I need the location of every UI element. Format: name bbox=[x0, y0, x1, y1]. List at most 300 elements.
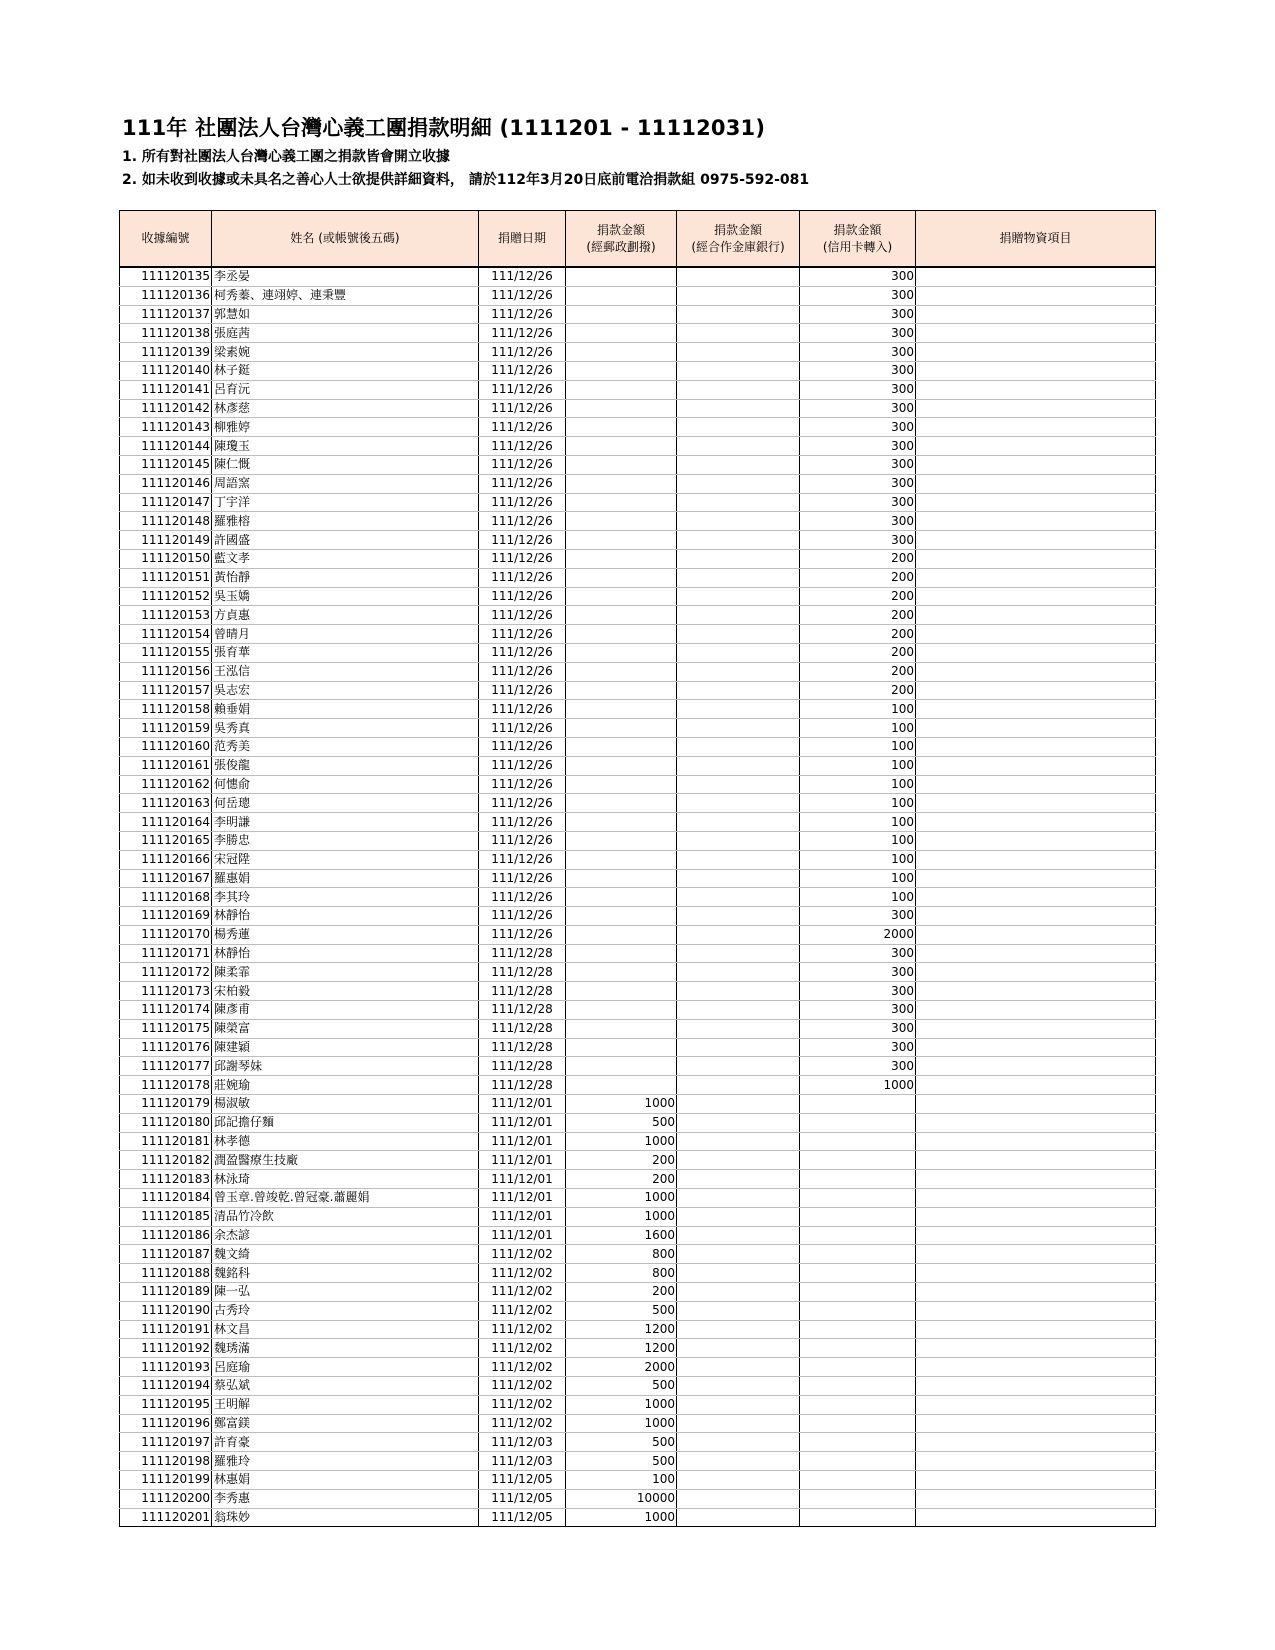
table-row bbox=[120, 907, 1156, 926]
receipt-no-cell: 111120195 bbox=[120, 1395, 212, 1414]
amount-bank-cell bbox=[677, 737, 800, 756]
donation-date-cell: 111/12/26 bbox=[479, 437, 566, 456]
amount-postal-cell: 200 bbox=[566, 1283, 677, 1302]
table-row bbox=[120, 531, 1156, 550]
amount-postal-cell bbox=[566, 549, 677, 568]
amount-bank-cell bbox=[677, 361, 800, 380]
donation-date-cell: 111/12/02 bbox=[479, 1414, 566, 1433]
donor-name-cell: 羅雅榕 bbox=[212, 512, 479, 531]
goods-cell bbox=[916, 1471, 1156, 1490]
amount-bank-cell bbox=[677, 1151, 800, 1170]
receipt-no-cell: 111120171 bbox=[120, 944, 212, 963]
amount-bank-cell bbox=[677, 888, 800, 907]
amount-bank-cell bbox=[677, 493, 800, 512]
amount-card-cell: 300 bbox=[800, 944, 916, 963]
table-row bbox=[120, 286, 1156, 305]
amount-postal-cell bbox=[566, 907, 677, 926]
table-row bbox=[120, 399, 1156, 418]
amount-postal-cell bbox=[566, 267, 677, 286]
receipt-no-cell: 111120167 bbox=[120, 869, 212, 888]
goods-cell bbox=[916, 888, 1156, 907]
table-row bbox=[120, 1151, 1156, 1170]
amount-bank-cell bbox=[677, 1095, 800, 1114]
amount-postal-cell bbox=[566, 1019, 677, 1038]
receipt-no-cell: 111120176 bbox=[120, 1038, 212, 1057]
goods-cell bbox=[916, 1113, 1156, 1132]
donation-date-cell: 111/12/26 bbox=[479, 775, 566, 794]
amount-postal-cell: 1000 bbox=[566, 1395, 677, 1414]
amount-card-cell bbox=[800, 1433, 916, 1452]
receipt-no-cell: 111120162 bbox=[120, 775, 212, 794]
amount-postal-cell: 1200 bbox=[566, 1320, 677, 1339]
table-row bbox=[120, 1433, 1156, 1452]
amount-card-cell: 300 bbox=[800, 963, 916, 982]
receipt-no-cell: 111120148 bbox=[120, 512, 212, 531]
amount-card-cell: 100 bbox=[800, 737, 916, 756]
amount-postal-cell bbox=[566, 380, 677, 399]
donation-date-cell: 111/12/28 bbox=[479, 982, 566, 1001]
donor-name-cell: 何憓俞 bbox=[212, 775, 479, 794]
donation-date-cell: 111/12/26 bbox=[479, 813, 566, 832]
receipt-no-cell: 111120137 bbox=[120, 305, 212, 324]
amount-bank-cell bbox=[677, 681, 800, 700]
table-row bbox=[120, 944, 1156, 963]
goods-cell bbox=[916, 1057, 1156, 1076]
goods-cell bbox=[916, 1264, 1156, 1283]
amount-card-cell bbox=[800, 1358, 916, 1377]
donor-name-cell: 古秀玲 bbox=[212, 1301, 479, 1320]
donor-name-cell: 林子鋌 bbox=[212, 361, 479, 380]
donor-name-cell: 李秀惠 bbox=[212, 1489, 479, 1508]
donor-name-cell: 林文昌 bbox=[212, 1320, 479, 1339]
amount-postal-cell bbox=[566, 756, 677, 775]
donation-date-cell: 111/12/01 bbox=[479, 1095, 566, 1114]
donor-name-cell: 鄭富鎂 bbox=[212, 1414, 479, 1433]
receipt-no-cell: 111120164 bbox=[120, 813, 212, 832]
amount-postal-cell: 2000 bbox=[566, 1358, 677, 1377]
goods-cell bbox=[916, 399, 1156, 418]
goods-cell bbox=[916, 794, 1156, 813]
donation-date-cell: 111/12/01 bbox=[479, 1151, 566, 1170]
amount-card-cell bbox=[800, 1113, 916, 1132]
amount-card-cell bbox=[800, 1508, 916, 1527]
amount-postal-cell: 1000 bbox=[566, 1207, 677, 1226]
amount-postal-cell bbox=[566, 568, 677, 587]
amount-card-cell: 2000 bbox=[800, 925, 916, 944]
goods-cell bbox=[916, 286, 1156, 305]
donor-name-cell: 林惠娟 bbox=[212, 1471, 479, 1490]
table-row bbox=[120, 888, 1156, 907]
donation-date-cell: 111/12/26 bbox=[479, 305, 566, 324]
amount-card-cell: 100 bbox=[800, 756, 916, 775]
donor-name-cell: 曾晴月 bbox=[212, 625, 479, 644]
amount-postal-cell: 1000 bbox=[566, 1095, 677, 1114]
amount-postal-cell bbox=[566, 1001, 677, 1020]
table-row bbox=[120, 700, 1156, 719]
amount-card-cell: 300 bbox=[800, 324, 916, 343]
receipt-no-cell: 111120201 bbox=[120, 1508, 212, 1527]
goods-cell bbox=[916, 606, 1156, 625]
table-row bbox=[120, 662, 1156, 681]
donation-date-cell: 111/12/26 bbox=[479, 399, 566, 418]
goods-cell bbox=[916, 756, 1156, 775]
amount-card-cell: 200 bbox=[800, 568, 916, 587]
amount-card-cell bbox=[800, 1207, 916, 1226]
amount-postal-cell: 1000 bbox=[566, 1189, 677, 1208]
amount-bank-cell bbox=[677, 512, 800, 531]
amount-bank-cell bbox=[677, 305, 800, 324]
amount-bank-cell bbox=[677, 1471, 800, 1490]
goods-cell bbox=[916, 1452, 1156, 1471]
donation-date-cell: 111/12/26 bbox=[479, 643, 566, 662]
amount-postal-cell bbox=[566, 625, 677, 644]
donation-date-cell: 111/12/26 bbox=[479, 737, 566, 756]
amount-bank-cell bbox=[677, 587, 800, 606]
donor-name-cell: 宋冠陞 bbox=[212, 850, 479, 869]
receipt-no-cell: 111120194 bbox=[120, 1377, 212, 1396]
goods-cell bbox=[916, 1377, 1156, 1396]
donor-name-cell: 王泓信 bbox=[212, 662, 479, 681]
amount-card-cell bbox=[800, 1320, 916, 1339]
amount-card-cell bbox=[800, 1377, 916, 1396]
goods-cell bbox=[916, 437, 1156, 456]
amount-postal-cell: 200 bbox=[566, 1170, 677, 1189]
donation-date-cell: 111/12/26 bbox=[479, 380, 566, 399]
amount-card-cell: 100 bbox=[800, 794, 916, 813]
amount-bank-cell bbox=[677, 1433, 800, 1452]
amount-bank-cell bbox=[677, 1001, 800, 1020]
amount-card-cell bbox=[800, 1170, 916, 1189]
amount-postal-cell: 1000 bbox=[566, 1414, 677, 1433]
donation-table bbox=[119, 210, 1156, 1527]
header-amount-bank-line1: 捐款金額 bbox=[713, 222, 762, 237]
receipt-no-cell: 111120136 bbox=[120, 286, 212, 305]
amount-bank-cell bbox=[677, 549, 800, 568]
donor-name-cell: 曾玉章.曾竣乾.曾冠豪.蕭麗娟 bbox=[212, 1189, 479, 1208]
table-row bbox=[120, 568, 1156, 587]
table-row bbox=[120, 1076, 1156, 1095]
amount-bank-cell bbox=[677, 1207, 800, 1226]
donor-name-cell: 楊秀蓮 bbox=[212, 925, 479, 944]
amount-card-cell bbox=[800, 1245, 916, 1264]
table-row bbox=[120, 1471, 1156, 1490]
receipt-no-cell: 111120174 bbox=[120, 1001, 212, 1020]
amount-postal-cell bbox=[566, 455, 677, 474]
amount-bank-cell bbox=[677, 813, 800, 832]
table-row bbox=[120, 474, 1156, 493]
goods-cell bbox=[916, 267, 1156, 286]
amount-card-cell: 100 bbox=[800, 869, 916, 888]
amount-postal-cell bbox=[566, 775, 677, 794]
table-row bbox=[120, 625, 1156, 644]
receipt-no-cell: 111120196 bbox=[120, 1414, 212, 1433]
donation-date-cell: 111/12/28 bbox=[479, 1057, 566, 1076]
goods-cell bbox=[916, 531, 1156, 550]
goods-cell bbox=[916, 343, 1156, 362]
amount-bank-cell bbox=[677, 1301, 800, 1320]
donation-date-cell: 111/12/02 bbox=[479, 1264, 566, 1283]
donation-date-cell: 111/12/03 bbox=[479, 1433, 566, 1452]
amount-card-cell bbox=[800, 1489, 916, 1508]
donation-date-cell: 111/12/02 bbox=[479, 1377, 566, 1396]
table-row bbox=[120, 1320, 1156, 1339]
amount-card-cell: 300 bbox=[800, 418, 916, 437]
amount-card-cell: 300 bbox=[800, 531, 916, 550]
donation-date-cell: 111/12/05 bbox=[479, 1489, 566, 1508]
amount-card-cell: 300 bbox=[800, 512, 916, 531]
donor-name-cell: 陳建穎 bbox=[212, 1038, 479, 1057]
donation-date-cell: 111/12/26 bbox=[479, 925, 566, 944]
amount-postal-cell bbox=[566, 850, 677, 869]
header-amount-card-line1: 捐款金額 bbox=[833, 222, 882, 237]
amount-bank-cell bbox=[677, 643, 800, 662]
donation-date-cell: 111/12/02 bbox=[479, 1320, 566, 1339]
donor-name-cell: 羅雅玲 bbox=[212, 1452, 479, 1471]
table-row bbox=[120, 813, 1156, 832]
amount-postal-cell bbox=[566, 925, 677, 944]
receipt-no-cell: 111120141 bbox=[120, 380, 212, 399]
amount-bank-cell bbox=[677, 1038, 800, 1057]
table-row bbox=[120, 1207, 1156, 1226]
goods-cell bbox=[916, 1019, 1156, 1038]
receipt-no-cell: 111120180 bbox=[120, 1113, 212, 1132]
donor-name-cell: 余杰諺 bbox=[212, 1226, 479, 1245]
receipt-no-cell: 111120187 bbox=[120, 1245, 212, 1264]
receipt-no-cell: 111120191 bbox=[120, 1320, 212, 1339]
amount-postal-cell bbox=[566, 831, 677, 850]
amount-bank-cell bbox=[677, 1452, 800, 1471]
goods-cell bbox=[916, 869, 1156, 888]
amount-bank-cell bbox=[677, 944, 800, 963]
donation-date-cell: 111/12/26 bbox=[479, 474, 566, 493]
amount-card-cell bbox=[800, 1414, 916, 1433]
amount-postal-cell: 100 bbox=[566, 1471, 677, 1490]
table-row bbox=[120, 343, 1156, 362]
amount-card-cell bbox=[800, 1095, 916, 1114]
amount-postal-cell bbox=[566, 361, 677, 380]
donor-name-cell: 何岳璁 bbox=[212, 794, 479, 813]
donation-date-cell: 111/12/26 bbox=[479, 681, 566, 700]
table-row bbox=[120, 1395, 1156, 1414]
amount-bank-cell bbox=[677, 1395, 800, 1414]
receipt-no-cell: 111120147 bbox=[120, 493, 212, 512]
amount-bank-cell bbox=[677, 474, 800, 493]
donation-date-cell: 111/12/01 bbox=[479, 1189, 566, 1208]
amount-card-cell: 300 bbox=[800, 982, 916, 1001]
receipt-no-cell: 111120153 bbox=[120, 606, 212, 625]
receipt-no-cell: 111120177 bbox=[120, 1057, 212, 1076]
table-row bbox=[120, 587, 1156, 606]
amount-bank-cell bbox=[677, 700, 800, 719]
table-row bbox=[120, 1339, 1156, 1358]
amount-postal-cell bbox=[566, 286, 677, 305]
donor-name-cell: 吳志宏 bbox=[212, 681, 479, 700]
table-row bbox=[120, 549, 1156, 568]
amount-bank-cell bbox=[677, 625, 800, 644]
table-row bbox=[120, 418, 1156, 437]
amount-postal-cell bbox=[566, 512, 677, 531]
amount-card-cell: 200 bbox=[800, 606, 916, 625]
table-row bbox=[120, 455, 1156, 474]
goods-cell bbox=[916, 625, 1156, 644]
table-row bbox=[120, 794, 1156, 813]
donor-name-cell: 魏銘科 bbox=[212, 1264, 479, 1283]
amount-card-cell bbox=[800, 1301, 916, 1320]
amount-bank-cell bbox=[677, 1245, 800, 1264]
amount-postal-cell bbox=[566, 643, 677, 662]
amount-postal-cell: 800 bbox=[566, 1264, 677, 1283]
header-amount-postal-line1: 捐款金額 bbox=[596, 222, 645, 237]
amount-card-cell: 300 bbox=[800, 907, 916, 926]
goods-cell bbox=[916, 662, 1156, 681]
table-row bbox=[120, 305, 1156, 324]
goods-cell bbox=[916, 1339, 1156, 1358]
amount-bank-cell bbox=[677, 455, 800, 474]
amount-bank-cell bbox=[677, 831, 800, 850]
donation-date-cell: 111/12/02 bbox=[479, 1339, 566, 1358]
table-row bbox=[120, 437, 1156, 456]
amount-postal-cell bbox=[566, 888, 677, 907]
receipt-no-cell: 111120150 bbox=[120, 549, 212, 568]
header-amount-card-line2: (信用卡轉入) bbox=[822, 239, 893, 254]
amount-card-cell bbox=[800, 1395, 916, 1414]
amount-card-cell: 200 bbox=[800, 643, 916, 662]
table-row bbox=[120, 1132, 1156, 1151]
amount-bank-cell bbox=[677, 662, 800, 681]
table-row bbox=[120, 775, 1156, 794]
amount-bank-cell bbox=[677, 1019, 800, 1038]
amount-bank-cell bbox=[677, 1339, 800, 1358]
donation-date-cell: 111/12/01 bbox=[479, 1170, 566, 1189]
goods-cell bbox=[916, 907, 1156, 926]
goods-cell bbox=[916, 1095, 1156, 1114]
note-contact: 2. 如未收到收據或未具名之善心人士欲提供詳細資料， 請於112年3月20日底前電洽捐款組 0975-592-081 bbox=[122, 172, 810, 188]
donation-date-cell: 111/12/02 bbox=[479, 1245, 566, 1264]
receipt-no-cell: 111120138 bbox=[120, 324, 212, 343]
amount-card-cell: 200 bbox=[800, 681, 916, 700]
amount-postal-cell bbox=[566, 324, 677, 343]
table-row bbox=[120, 1038, 1156, 1057]
receipt-no-cell: 111120169 bbox=[120, 907, 212, 926]
amount-postal-cell bbox=[566, 399, 677, 418]
amount-postal-cell: 1200 bbox=[566, 1339, 677, 1358]
donation-date-cell: 111/12/02 bbox=[479, 1358, 566, 1377]
donor-name-cell: 邱記擔仔麵 bbox=[212, 1113, 479, 1132]
goods-cell bbox=[916, 1433, 1156, 1452]
donor-name-cell: 張俊龍 bbox=[212, 756, 479, 775]
receipt-no-cell: 111120163 bbox=[120, 794, 212, 813]
amount-bank-cell bbox=[677, 1076, 800, 1095]
receipt-no-cell: 111120160 bbox=[120, 737, 212, 756]
amount-postal-cell bbox=[566, 813, 677, 832]
amount-bank-cell bbox=[677, 907, 800, 926]
donor-name-cell: 陳一弘 bbox=[212, 1283, 479, 1302]
table-row bbox=[120, 1057, 1156, 1076]
receipt-no-cell: 111120179 bbox=[120, 1095, 212, 1114]
amount-bank-cell bbox=[677, 1489, 800, 1508]
amount-card-cell: 300 bbox=[800, 474, 916, 493]
table-row bbox=[120, 512, 1156, 531]
donor-name-cell: 方貞惠 bbox=[212, 606, 479, 625]
donation-date-cell: 111/12/02 bbox=[479, 1395, 566, 1414]
donor-name-cell: 陳榮富 bbox=[212, 1019, 479, 1038]
receipt-no-cell: 111120192 bbox=[120, 1339, 212, 1358]
receipt-no-cell: 111120170 bbox=[120, 925, 212, 944]
amount-postal-cell bbox=[566, 719, 677, 738]
receipt-no-cell: 111120154 bbox=[120, 625, 212, 644]
table-row bbox=[120, 1226, 1156, 1245]
donation-date-cell: 111/12/05 bbox=[479, 1508, 566, 1527]
table-row bbox=[120, 493, 1156, 512]
goods-cell bbox=[916, 643, 1156, 662]
receipt-no-cell: 111120166 bbox=[120, 850, 212, 869]
amount-bank-cell bbox=[677, 1283, 800, 1302]
donation-date-cell: 111/12/26 bbox=[479, 625, 566, 644]
donation-date-cell: 111/12/26 bbox=[479, 888, 566, 907]
header-amount-postal bbox=[566, 211, 677, 268]
header-name: 姓名 (或帳號後五碼) bbox=[212, 211, 479, 268]
donor-name-cell: 魏文綺 bbox=[212, 1245, 479, 1264]
amount-bank-cell bbox=[677, 850, 800, 869]
goods-cell bbox=[916, 1320, 1156, 1339]
donor-name-cell: 楊淑敏 bbox=[212, 1095, 479, 1114]
table-row bbox=[120, 719, 1156, 738]
receipt-no-cell: 111120186 bbox=[120, 1226, 212, 1245]
amount-postal-cell: 1600 bbox=[566, 1226, 677, 1245]
amount-card-cell: 300 bbox=[800, 286, 916, 305]
donor-name-cell: 李明謙 bbox=[212, 813, 479, 832]
receipt-no-cell: 111120185 bbox=[120, 1207, 212, 1226]
goods-cell bbox=[916, 549, 1156, 568]
goods-cell bbox=[916, 1038, 1156, 1057]
note-receipt: 1. 所有對社團法人台灣心義工團之捐款皆會開立收據 bbox=[122, 149, 450, 165]
amount-bank-cell bbox=[677, 324, 800, 343]
donation-date-cell: 111/12/01 bbox=[479, 1132, 566, 1151]
receipt-no-cell: 111120199 bbox=[120, 1471, 212, 1490]
amount-bank-cell bbox=[677, 437, 800, 456]
donor-name-cell: 藍文孝 bbox=[212, 549, 479, 568]
amount-postal-cell bbox=[566, 737, 677, 756]
amount-bank-cell bbox=[677, 756, 800, 775]
table-row bbox=[120, 1508, 1156, 1527]
amount-postal-cell bbox=[566, 700, 677, 719]
receipt-no-cell: 111120200 bbox=[120, 1489, 212, 1508]
donor-name-cell: 清品竹冷飲 bbox=[212, 1207, 479, 1226]
table-row bbox=[120, 1301, 1156, 1320]
table-row bbox=[120, 681, 1156, 700]
amount-bank-cell bbox=[677, 568, 800, 587]
receipt-no-cell: 111120189 bbox=[120, 1283, 212, 1302]
header-goods: 捐贈物資項目 bbox=[916, 211, 1156, 268]
amount-postal-cell: 500 bbox=[566, 1452, 677, 1471]
amount-card-cell: 100 bbox=[800, 719, 916, 738]
donation-date-cell: 111/12/26 bbox=[479, 493, 566, 512]
donor-name-cell: 邱謝琴妹 bbox=[212, 1057, 479, 1076]
table-row bbox=[120, 267, 1156, 286]
amount-bank-cell bbox=[677, 1226, 800, 1245]
donation-date-cell: 111/12/26 bbox=[479, 324, 566, 343]
donor-name-cell: 李勝忠 bbox=[212, 831, 479, 850]
receipt-no-cell: 111120184 bbox=[120, 1189, 212, 1208]
receipt-no-cell: 111120155 bbox=[120, 643, 212, 662]
amount-postal-cell bbox=[566, 437, 677, 456]
donor-name-cell: 蔡弘斌 bbox=[212, 1377, 479, 1396]
receipt-no-cell: 111120139 bbox=[120, 343, 212, 362]
amount-postal-cell: 500 bbox=[566, 1377, 677, 1396]
goods-cell bbox=[916, 1301, 1156, 1320]
amount-postal-cell bbox=[566, 1057, 677, 1076]
donor-name-cell: 呂育沅 bbox=[212, 380, 479, 399]
